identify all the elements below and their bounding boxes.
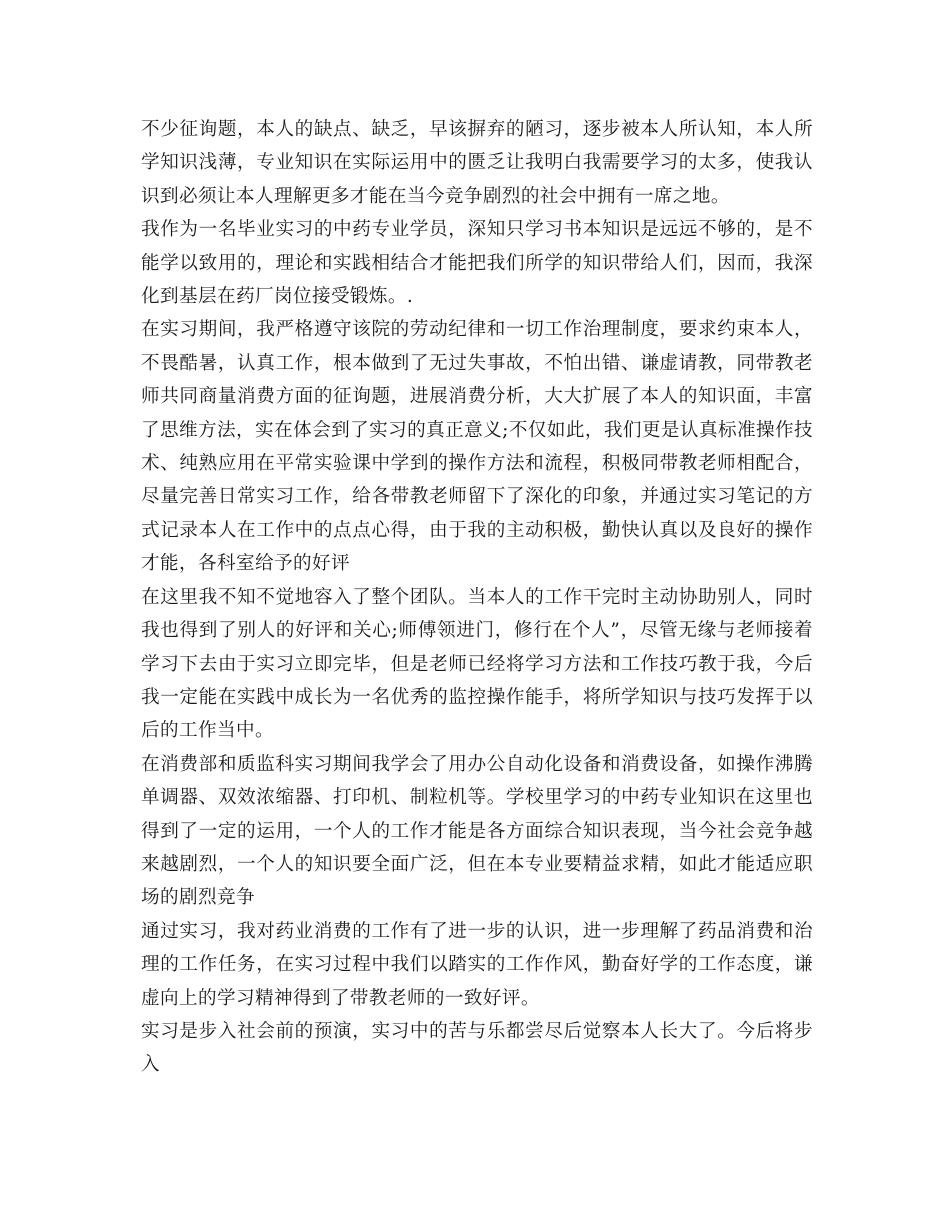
paragraph-7: 实习是步入社会前的预演，实习中的苦与乐都尝尽后觉察本人长大了。今后将步入 [141, 1020, 813, 1076]
document-body [141, 113, 813, 1082]
paragraph-3: 在实习期间，我严格遵守该院的劳动纪律和一切工作治理制度，要求约束本人，不畏酷暑，认真工作，根本做到了无过失事故，不怕出错、谦虚请教，同带教老师共同商量消费方面的征询题，进展消费分析，大大扩展了本人的知识面，丰富了思维方法，实在体会到了实习的真正意义;不仅如此，我们更是认真标准操作技术、纯熟应用在平常实验课中学到的操作方法和流程，积极同带教老师相配合，尽量完善日常实习工作，给各带教老师留下了深化的印象，并通过实习笔记的方式记录本人在工作中的点点心得，由于我的主动积极，勤快认真以及良好的操作才能，各科室给予的好评 [141, 319, 813, 575]
paragraph-4: 在这里我不知不觉地容入了整个团队。当本人的工作干完时主动协助别人，同时我也得到了别人的好评和关心;师傅领进门，修行在个人”，尽管无缘与老师接着学习下去由于实习立即完毕，但是老师已经将学习方法和工作技巧教于我，今后我一定能在实践中成长为一名优秀的监控操作能手，将所学知识与技巧发挥于以后的工作当中。 [141, 586, 813, 742]
paragraph-5: 在消费部和质监科实习期间我学会了用办公自动化设备和消费设备，如操作沸腾单调器、双效浓缩器、打印机、制粒机等。学校里学习的中药专业知识在这里也得到了一定的运用，一个人的工作才能是各方面综合知识表现，当今社会竞争越来越剧烈，一个人的知识要全面广泛，但在本专业要精益求精，如此才能适应职场的剧烈竞争 [141, 753, 813, 909]
paragraph-1: 不少征询题，本人的缺点、缺乏，早该摒弃的陋习，逐步被本人所认知，本人所学知识浅薄，专业知识在实际运用中的匮乏让我明白我需要学习的太多，使我认识到必须让本人理解更多才能在当今竞争剧烈的社会中拥有一席之地。 [141, 119, 813, 207]
paragraph-2: 我作为一名毕业实习的中药专业学员，深知只学习书本知识是远远不够的，是不能学以致用的，理论和实践相结合才能把我们所学的知识带给人们，因而，我深化到基层在药厂岗位接受锻炼。. [141, 219, 813, 308]
paragraph-6: 通过实习，我对药业消费的工作有了进一步的认识，进一步理解了药品消费和治理的工作任务，在实习过程中我们以踏实的工作作风，勤奋好学的工作态度，谦虚向上的学习精神得到了带教老师的一致好评。 [141, 920, 813, 1009]
